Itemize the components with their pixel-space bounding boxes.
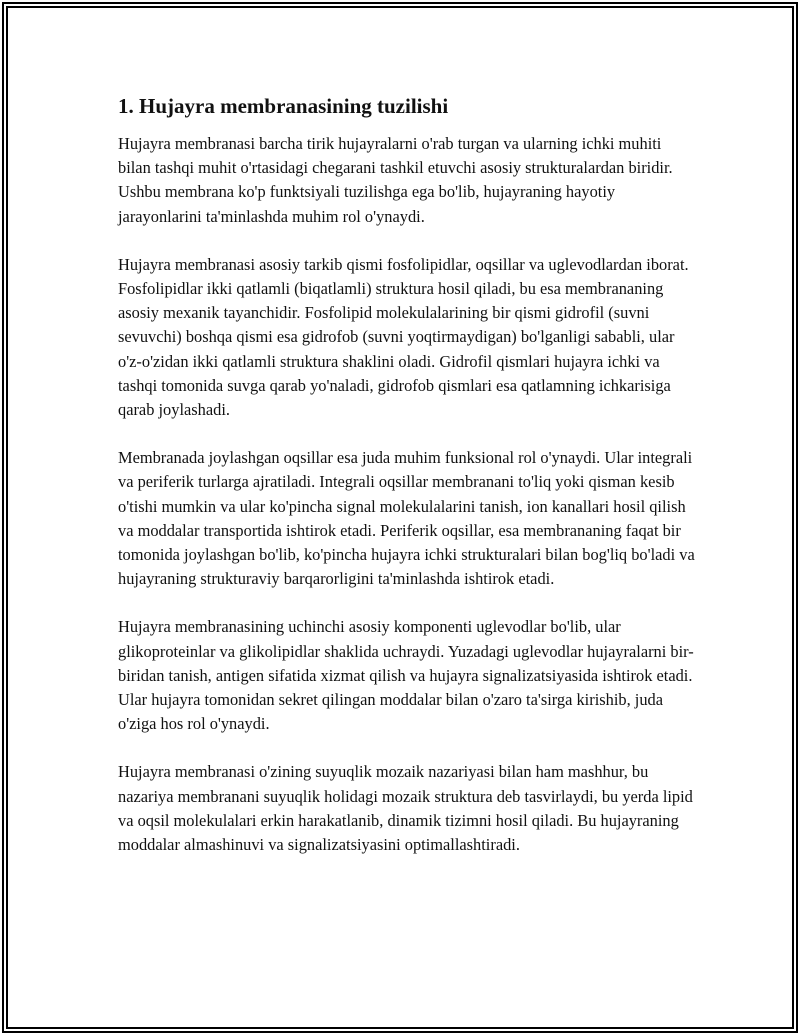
paragraph-fluid-mosaic: Hujayra membranasi o'zining suyuqlik mozaik nazariyasi bilan ham mashhur, bu nazariya membranani suyuqlik holidagi mozaik struktura deb tasvirlaydi, bu yerda lipid va oqsil molekulalari erkin harakatlanib, dinamik tizimni hosil qiladi. Bu hujayraning moddalar almashinuvi va signalizatsiyasini optimallashtiradi. xyxy=(118,762,693,855)
section-heading: 1. Hujayra membranasining tuzilishi xyxy=(118,94,449,118)
document-page xyxy=(118,92,696,881)
paragraph-proteins: Membranada joylashgan oqsillar esa juda muhim funksional rol o'ynaydi. Ular integrali va periferik turlarga ajratiladi. Integrali oqsillar membranani to'liq yoki qisman kesib o'tishi mumkin va ular ko'pincha signal molekulalarini tanish, ion kanallari hosil qilish va moddalar transportida ishtirok etadi. Periferik oqsillar, esa membrananing faqat bir tomonida joylashgan bo'lib, ko'pincha hujayra ichki strukturalari bilan bog'liq bo'ladi va hujayraning strukturaviy barqarorligini ta'minlashda ishtirok etadi. xyxy=(118,448,695,589)
paragraph-composition: Hujayra membranasi asosiy tarkib qismi fosfolipidlar, oqsillar va uglevodlardan iborat. Fosfolipidlar ikki qatlamli (biqatlamli) struktura hosil qiladi, bu esa membrananing asosiy mexanik tayanchidir. Fosfolipid molekulalarining bir qismi gidrofil (suvni sevuvchi) boshqa qismi esa gidrofob (suvni yoqtirmaydigan) bo'lganligi sababli, ular o'z-o'zidan ikki qatlamli struktura shaklini oladi. Gidrofil qismlari hujayra ichki va tashqi tomonida suvga qarab yo'naladi, gidrofob qismlari esa qatlamning ichkarisiga qarab joylashadi. xyxy=(118,254,689,420)
paragraph-carbohydrates: Hujayra membranasining uchinchi asosiy komponenti uglevodlar bo'lib, ular glikoproteinlar va glikolipidlar shaklida uchraydi. Yuzadagi uglevodlar hujayralarni bir-biridan tanish, antigen sifatida xizmat qilish va hujayra signalizatsiyasida ishtirok etadi. Ular hujayra tomonidan sekret qilingan moddalar bilan o'zaro ta'sirga kirishib, juda o'ziga hos rol o'ynaydi. xyxy=(118,617,694,734)
paragraph-introduction: Hujayra membranasi barcha tirik hujayralarni o'rab turgan va ularning ichki muhiti bilan tashqi muhit o'rtasidagi chegarani tashkil etuvchi asosiy strukturalardan biridir. Ushbu membrana ko'p funktsiyali tuzilishga ega bo'lib, hujayraning hayotiy jarayonlarini ta'minlashda muhim rol o'ynaydi. xyxy=(118,134,673,226)
